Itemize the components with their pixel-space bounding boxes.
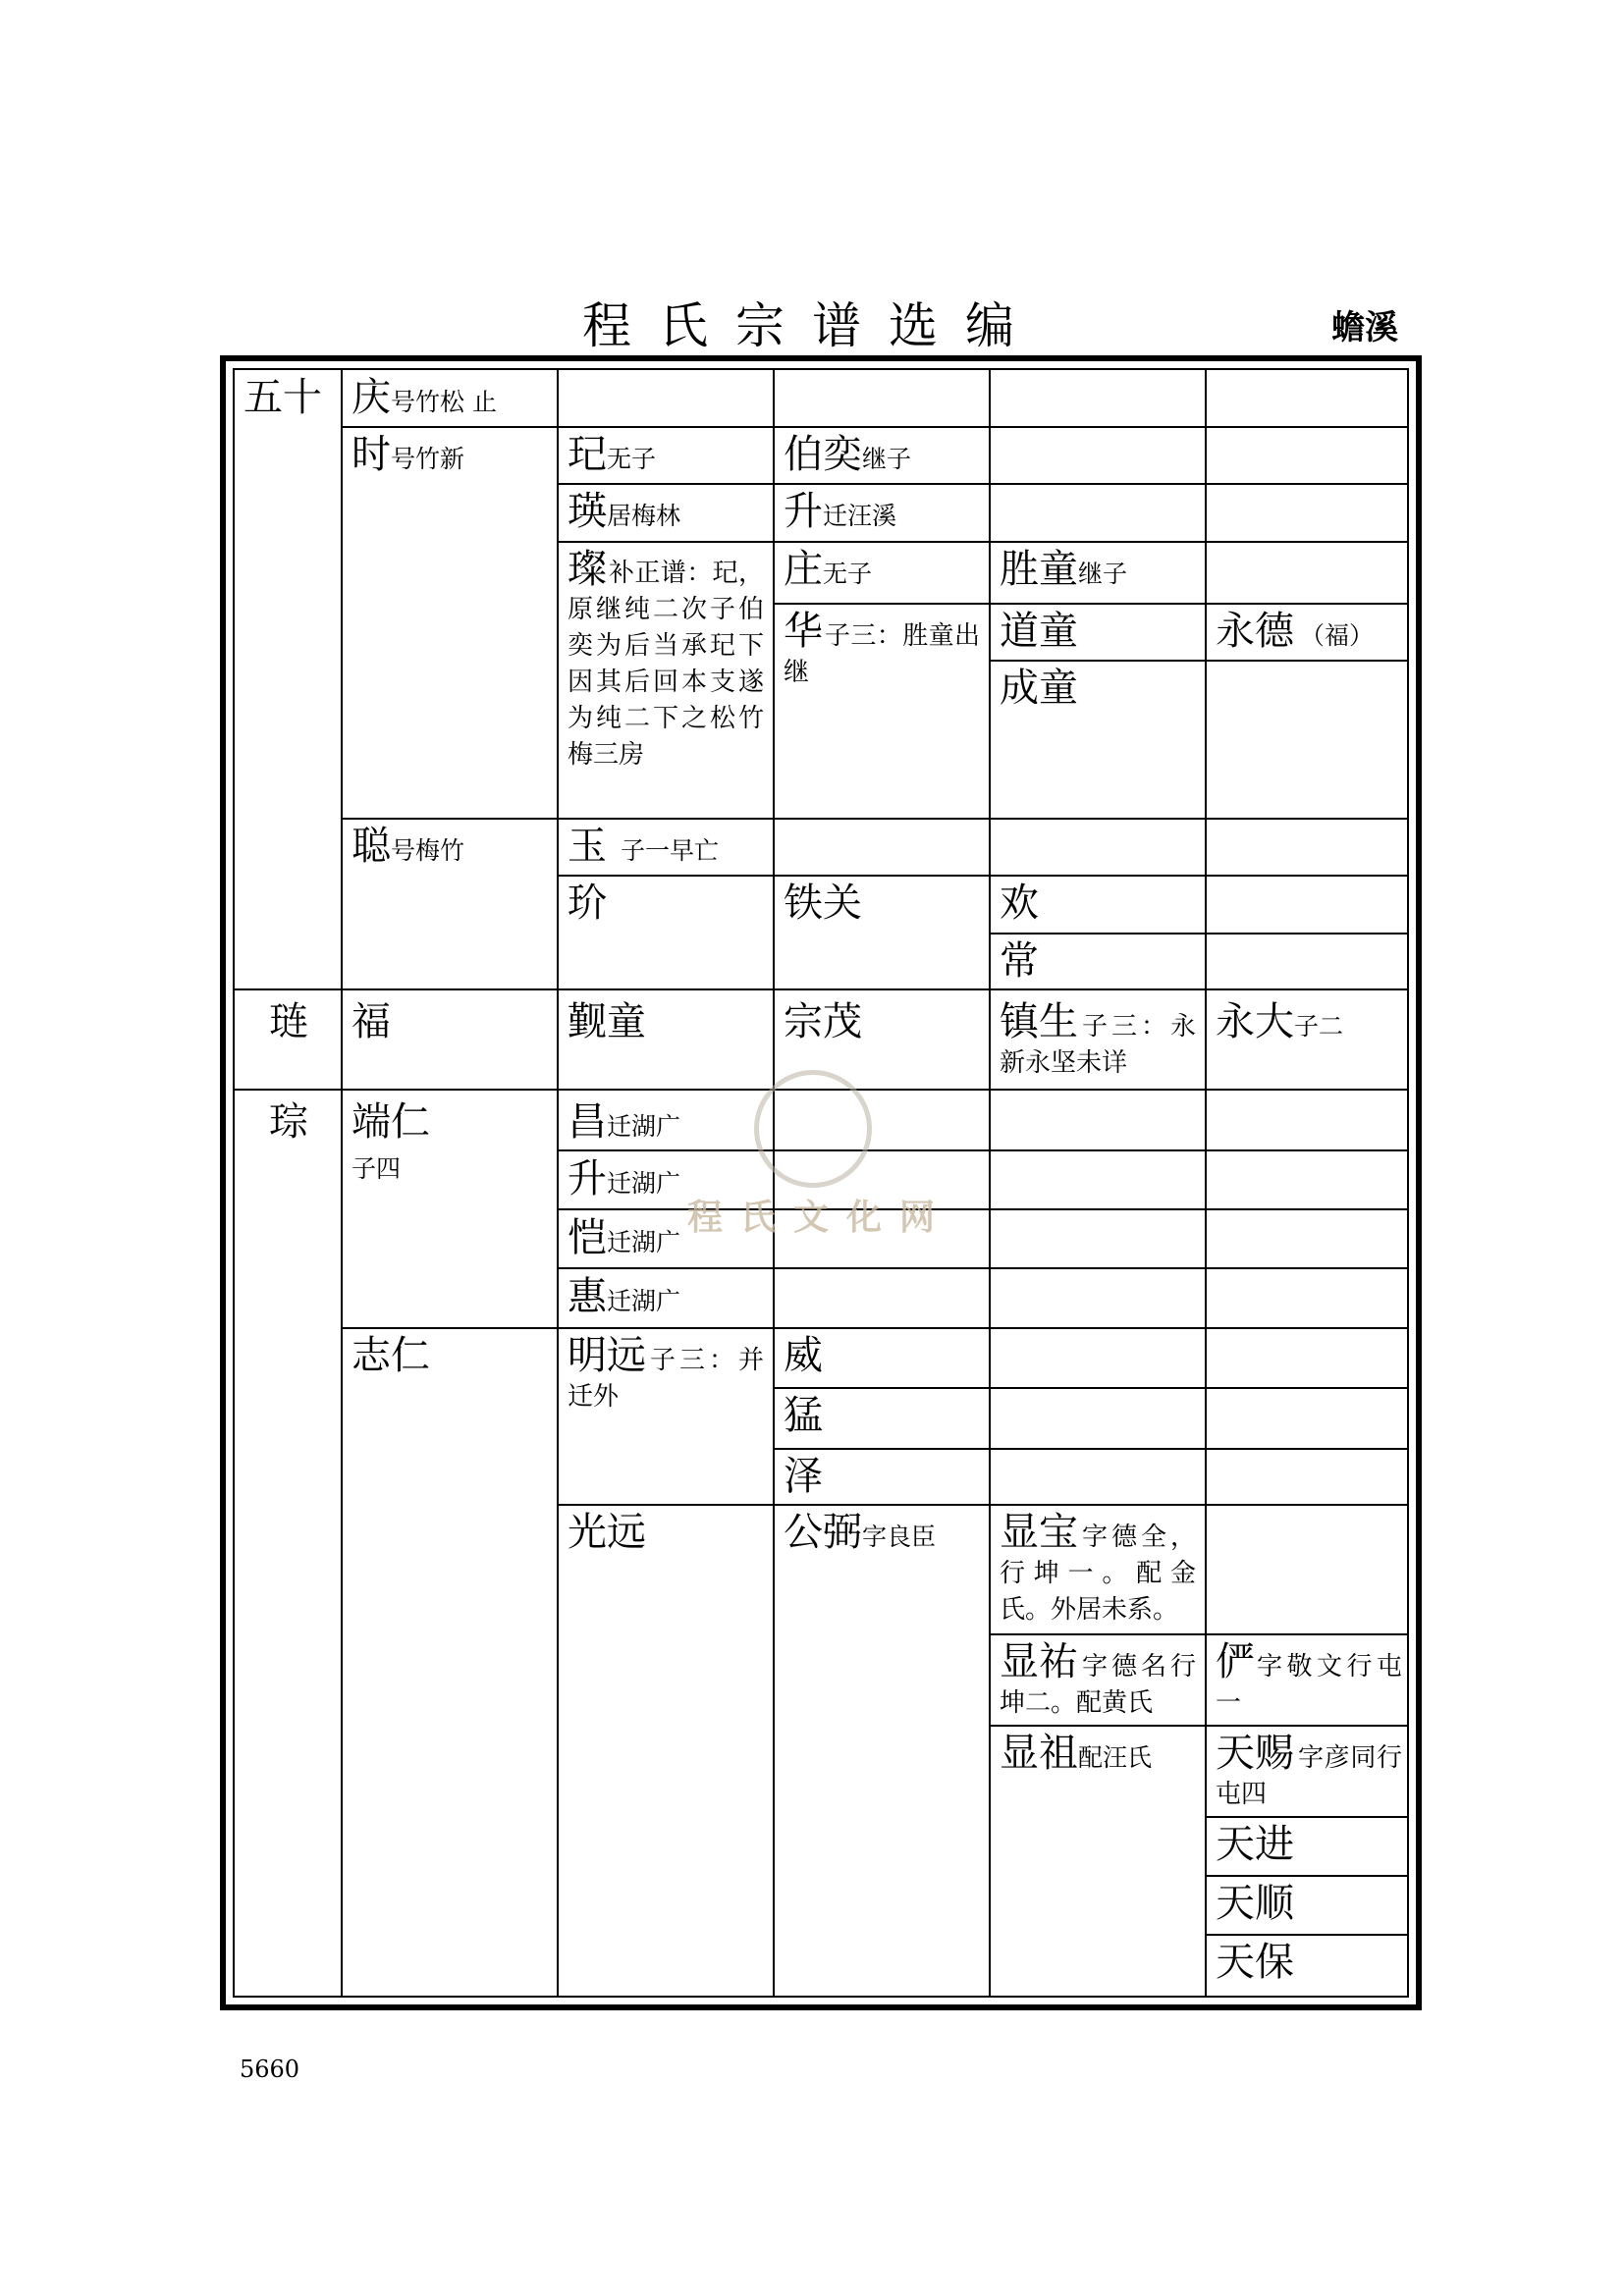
person-tianci: 天赐 (1216, 1731, 1294, 1776)
person-tieguan: 铁关 (784, 881, 862, 926)
person-xianbao: 显宝 (1000, 1510, 1078, 1555)
person-chang: 常 (1000, 938, 1039, 984)
person-shengtong: 胜童继子 (1000, 547, 1128, 592)
person-cong2: 琮 (269, 1099, 308, 1145)
person-hua-note: 子三：胜童出继 (784, 621, 980, 687)
person-cong: 聪号梅竹 (352, 824, 465, 869)
person-can-note: 补正谱：玘，原继纯二次子伯奕为后当承玘下因其后回本支遂为纯二下之松竹梅三房 (568, 559, 764, 770)
person-qing: 庆号竹松 止 (352, 375, 497, 420)
person-ze: 泽 (784, 1454, 823, 1499)
person-xianyou: 显祐 (1000, 1639, 1078, 1684)
person-gongbi: 公弼字良臣 (784, 1510, 937, 1555)
person-meng: 猛 (784, 1393, 823, 1438)
person-can: 璨 (568, 547, 607, 592)
person-tianjin: 天进 (1216, 1822, 1294, 1867)
person-yu: 玉子一早亡 (568, 824, 720, 869)
person-sheng1: 升迁汪溪 (784, 489, 897, 534)
person-sheng2: 升迁湖广 (568, 1156, 681, 1201)
person-mingyuan-note: 子三：并迁外 (568, 1346, 764, 1412)
person-huan: 欢 (1000, 881, 1039, 926)
person-xianyou-note: 字德名行坤二。配黄氏 (1000, 1652, 1196, 1718)
person-xianbao-note: 字德全，行坤一。配金氏。外居未系。 (1000, 1522, 1196, 1625)
person-daotong: 道童 (1000, 609, 1078, 654)
person-guangyuan: 光远 (568, 1510, 646, 1555)
person-tianbao: 天保 (1216, 1940, 1294, 1985)
person-qi: 玘无子 (568, 432, 657, 477)
person-ling: 玠 (568, 881, 607, 926)
person-ying: 瑛居梅林 (568, 489, 681, 534)
person-yongda: 永大子二 (1216, 999, 1344, 1044)
page-number: 5660 (240, 2056, 300, 2083)
person-kai: 恺迁湖广 (568, 1215, 681, 1260)
region-label: 蟾溪 (1331, 308, 1398, 347)
person-tianshun: 天顺 (1216, 1881, 1294, 1926)
person-jintong: 觐童 (568, 999, 646, 1044)
person-boyi: 伯奕继子 (784, 432, 912, 477)
person-mingyuan: 明远 (568, 1333, 646, 1378)
seal-stamp (754, 1070, 872, 1188)
person-hua: 华 (784, 609, 823, 654)
person-yongde: 永德 （福） (1216, 609, 1375, 654)
person-xianzu: 显祖配汪氏 (1000, 1731, 1153, 1776)
person-chengtong: 成童 (1000, 666, 1078, 711)
person-duanren: 端仁 (352, 1099, 430, 1145)
person-hui: 惠迁湖广 (568, 1274, 681, 1319)
watermark: 程氏文化网 (687, 1198, 953, 1238)
person-chang2: 昌迁湖广 (568, 1099, 681, 1145)
person-zhensheng: 镇生 (1000, 999, 1078, 1044)
person-tianci-note: 字彦同行屯四 (1216, 1743, 1402, 1809)
generation-label: 五十 (244, 375, 322, 420)
person-zhiren: 志仁 (352, 1333, 430, 1378)
person-yan-note: 字敬文行屯一 (1216, 1652, 1402, 1718)
person-shi: 时号竹新 (352, 432, 465, 477)
person-zhensheng-note: 子三：永新永坚未详 (1000, 1012, 1196, 1078)
person-yan: 俨 (1216, 1639, 1255, 1684)
person-wei: 威 (784, 1333, 823, 1378)
person-fu: 福 (352, 999, 391, 1044)
person-zongmao: 宗茂 (784, 999, 862, 1044)
person-zhuang: 庄无子 (784, 547, 873, 592)
person-lian: 琏 (269, 999, 308, 1044)
person-duanren-note: 子四 (352, 1154, 402, 1183)
page-title: 程氏宗谱选编 (582, 297, 1042, 354)
